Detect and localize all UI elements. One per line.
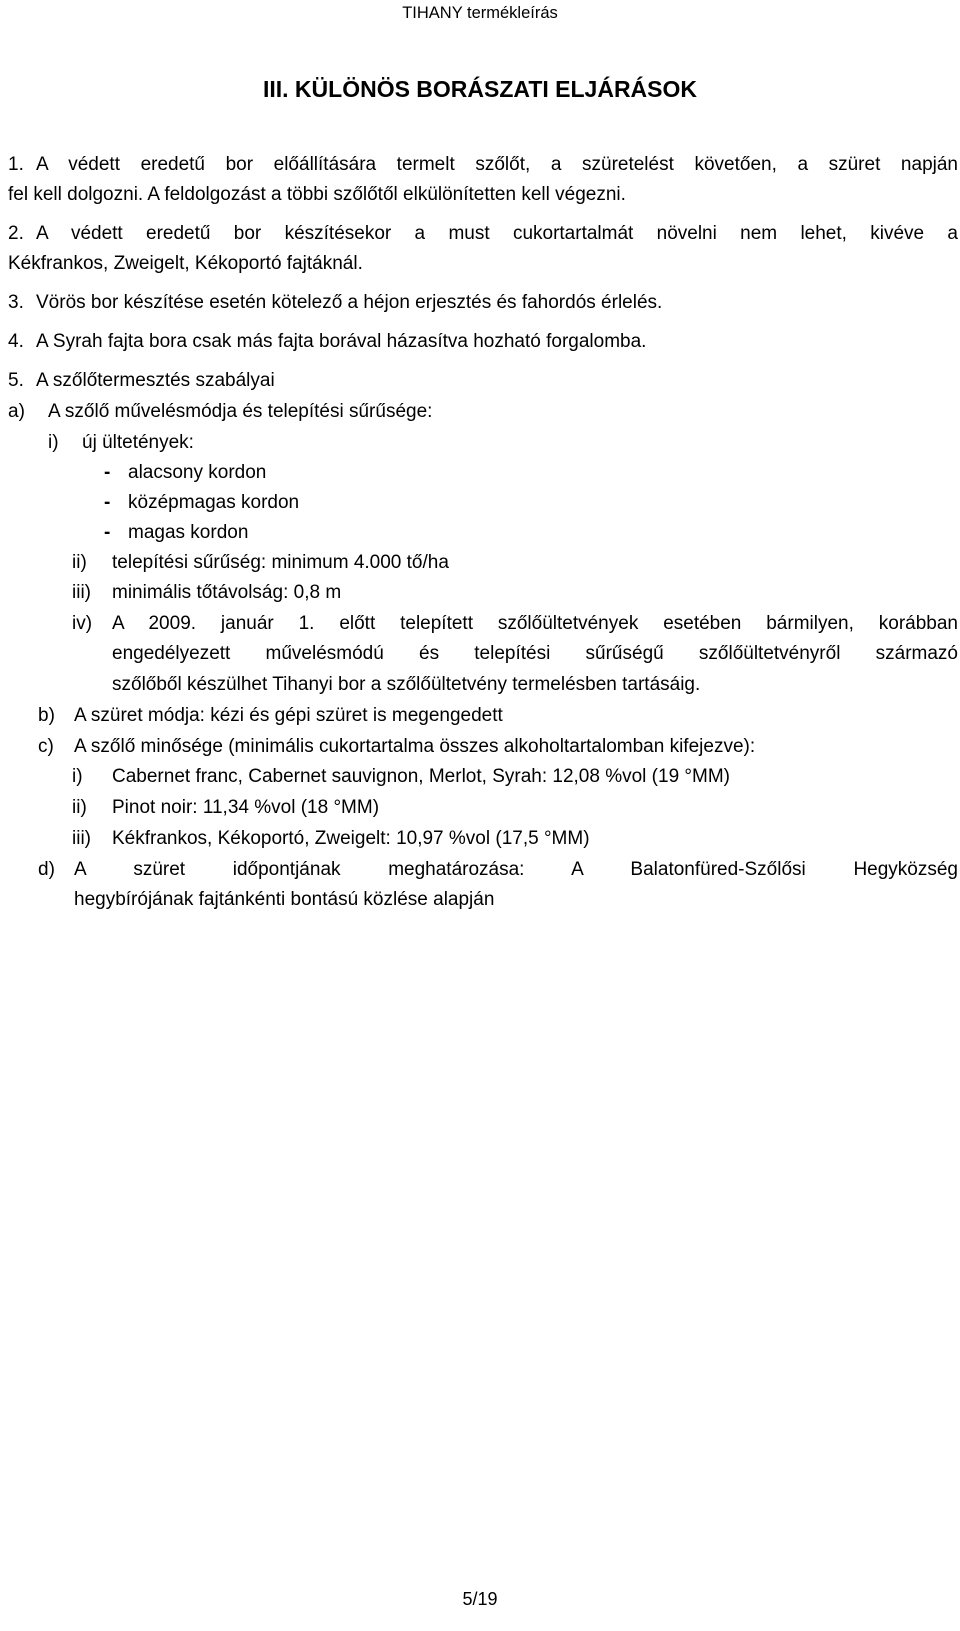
item-number: 2. bbox=[8, 223, 24, 244]
item-text-line: A Syrah fajta bora csak más fajta borával házasítva hozható forgalomba. bbox=[36, 331, 647, 352]
section-title: III. KÜLÖNÖS BORÁSZATI ELJÁRÁSOK bbox=[262, 76, 698, 102]
roman-text-line: A 2009. január 1. előtt telepített szőlőültetvények esetében bármilyen, korábban bbox=[112, 613, 958, 634]
sub-label: c) bbox=[38, 736, 54, 757]
dash-bullet: - bbox=[104, 522, 111, 543]
sub-label: b) bbox=[38, 705, 55, 726]
sub-text-line: A szüret időpontjának meghatározása: A Balatonfüred-Szőlősi Hegyközség bbox=[74, 859, 958, 880]
roman-label: ii) bbox=[72, 552, 87, 573]
roman-label: iii) bbox=[72, 582, 91, 603]
sub-text-line: hegybírójának fajtánkénti bontású közlése alapján bbox=[74, 889, 495, 910]
item-text-line: Vörös bor készítése esetén kötelező a héjon erjesztés és fahordós érlelés. bbox=[36, 292, 663, 313]
item-text-line: A védett eredetű bor készítésekor a must cukortartalmát növelni nem lehet, kivéve a bbox=[36, 223, 958, 244]
sub-label: a) bbox=[8, 401, 25, 422]
roman-text: Kékfrankos, Kékoportó, Zweigelt: 10,97 %vol (17,5 °MM) bbox=[112, 828, 590, 849]
item-number: 4. bbox=[8, 331, 24, 352]
running-header: TIHANY termékleírás bbox=[402, 4, 558, 22]
item-text-line: A védett eredetű bor előállítására termelt szőlőt, a szüretelést követően, a szüret napján bbox=[36, 154, 958, 175]
item-text-line: fel kell dolgozni. A feldolgozást a többi szőlőtől elkülönítetten kell végezni. bbox=[8, 184, 626, 205]
roman-text: Cabernet franc, Cabernet sauvignon, Merlot, Syrah: 12,08 %vol (19 °MM) bbox=[112, 766, 731, 787]
roman-label: i) bbox=[72, 766, 83, 787]
roman-label: i) bbox=[48, 432, 59, 453]
list-item-2-cont bbox=[8, 249, 363, 279]
item-number: 1. bbox=[8, 154, 24, 175]
roman-label: ii) bbox=[72, 797, 87, 818]
list-item-1-cont bbox=[8, 180, 626, 210]
item-number: 3. bbox=[8, 292, 24, 313]
sub-text: A szüret módja: kézi és gépi szüret is megengedett bbox=[74, 705, 503, 726]
sub-text: A szőlő minősége (minimális cukortartalma összes alkoholtartalomban kifejezve): bbox=[74, 736, 756, 757]
roman-text: Pinot noir: 11,34 %vol (18 °MM) bbox=[112, 797, 380, 818]
dash-bullet: - bbox=[104, 492, 111, 513]
dash-text: alacsony kordon bbox=[128, 462, 267, 483]
page-number: 5/19 bbox=[462, 1589, 498, 1609]
item-number: 5. bbox=[8, 370, 24, 391]
sub-text: A szőlő művelésmódja és telepítési sűrűsége: bbox=[48, 401, 433, 422]
item-text-line: A szőlőtermesztés szabályai bbox=[36, 370, 275, 391]
roman-text: új ültetények: bbox=[82, 432, 194, 453]
item-text-line: Kékfrankos, Zweigelt, Kékoportó fajtáknál. bbox=[8, 253, 363, 274]
roman-text-line: engedélyezett művelésmódú és telepítési sűrűségű szőlőültetvényről származó bbox=[112, 643, 958, 664]
roman-label: iv) bbox=[72, 613, 93, 634]
dash-text: középmagas kordon bbox=[128, 492, 300, 513]
dash-bullet: - bbox=[104, 462, 111, 483]
roman-label: iii) bbox=[72, 828, 91, 849]
sub-label: d) bbox=[38, 859, 55, 880]
roman-text: telepítési sűrűség: minimum 4.000 tő/ha bbox=[112, 552, 449, 573]
roman-text-line: szőlőből készülhet Tihanyi bor a szőlőültetvény termelésben tartásáig. bbox=[112, 674, 701, 695]
dash-text: magas kordon bbox=[128, 522, 249, 543]
roman-text: minimális tőtávolság: 0,8 m bbox=[112, 582, 342, 603]
